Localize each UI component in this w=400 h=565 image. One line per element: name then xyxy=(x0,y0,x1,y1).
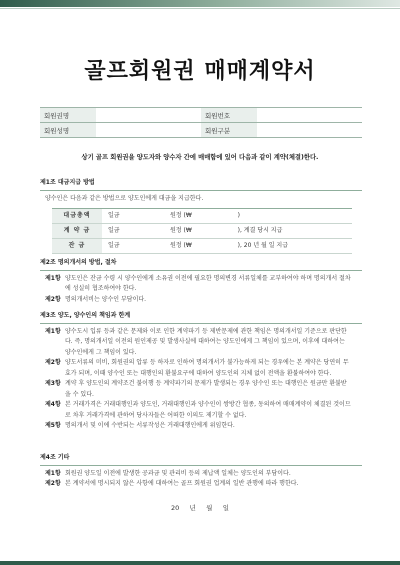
payment-label: 대금총액 xyxy=(52,209,102,224)
clause-number: 제1항 xyxy=(45,469,61,477)
article-4-title: 제4조 기타 xyxy=(40,453,362,466)
article-2 xyxy=(40,258,362,305)
clause-text: 계약 후 양도인의 계약조건 불이행 등 계약파기의 문제가 발생되는 경우 양수인 또는 대행인은 원금만 환불받을 수 있다. xyxy=(65,380,347,398)
clause xyxy=(40,479,362,490)
clause-number: 제4항 xyxy=(45,401,61,408)
member-type-label: 회원구분 xyxy=(201,123,257,138)
payment-table xyxy=(52,208,352,254)
document-title: 골프회원권 매매계약서 xyxy=(84,59,316,84)
payment-won xyxy=(164,209,352,224)
article-3-title: 제3조 양도, 양수인의 책임과 한계 xyxy=(40,311,362,324)
clause-number: 제1항 xyxy=(45,327,61,335)
membership-name-value xyxy=(96,108,201,123)
payment-close-text: ), 계결 당시 지급 xyxy=(237,226,283,234)
clause-number: 제1항 xyxy=(45,274,61,282)
contract-date: 20 년 월 일 xyxy=(170,504,230,512)
payment-won-text: 원정 (₩ xyxy=(170,211,192,219)
clause-text: 본 계약서에 명시되지 않은 사항에 대하여는 골프 회원권 업계의 일반 관행에 따라 행한다. xyxy=(65,480,299,487)
clause-text: 양도서류의 미비, 회원권의 압류 등 하자로 인하여 명의개서가 불가능하게 되는 경우에는 본 계약은 당연히 무효가 되며, 이때 양수인 또는 대행인의 환불요구에 대하여 양도인의 지체 없이 전액을 환불하여야 한다. xyxy=(65,359,349,377)
payment-row-balance xyxy=(52,239,352,254)
clause xyxy=(40,469,362,480)
clause-number: 제2항 xyxy=(45,480,61,487)
article-1-title: 제1조 대금지급 방법 xyxy=(40,178,362,191)
clause-text: 양도인은 잔금 수령 시 양수인에게 소유권 이전에 필요한 명의변경 서류일체를 교부하여야 하며 명의개서 절차에 성실히 협조하여야 한다. xyxy=(65,274,351,292)
payment-label: 계 약 금 xyxy=(52,224,102,239)
article-1-text: 양수인은 다음과 같은 방법으로 양도인에게 대금을 지급한다. xyxy=(45,194,204,202)
payment-close-text: ), 20 년 월 일 지급 xyxy=(237,241,289,249)
header-bar xyxy=(0,0,400,7)
membership-name-label: 회원권명 xyxy=(40,108,96,123)
member-name-value xyxy=(96,123,201,138)
clause-number: 제3항 xyxy=(45,380,61,387)
header-divider xyxy=(0,8,400,9)
clause-number: 제2항 xyxy=(45,359,61,366)
clause-text: 명의개서 및 이에 수반되는 서류작성은 거래대행인에게 위임한다. xyxy=(65,422,235,429)
membership-info-table xyxy=(40,107,362,138)
clause-number: 제2항 xyxy=(45,295,61,303)
payment-amount: 일금 xyxy=(102,224,164,239)
clause-text: 회원권 양도일 이전에 발생한 공과금 및 관리비 등의 제납액 일체는 양도인의 부담이다. xyxy=(65,469,291,477)
clause-text: 명의개서비는 양수인 부담이다. xyxy=(65,295,147,303)
payment-row-total xyxy=(52,209,352,224)
payment-won-text: 원정 (₩ xyxy=(170,241,192,249)
membership-number-value xyxy=(257,108,362,123)
membership-number-label: 회원번호 xyxy=(201,108,257,123)
payment-label: 잔 금 xyxy=(52,239,102,254)
clause xyxy=(40,327,362,359)
clause xyxy=(40,379,362,400)
clause-text: 양수도시 입류 등과 같은 문제와 이로 인한 계약파기 등 제반문제에 관한 책임은 명의개서일 기준으로 판단한다. 즉, 명의개서일 이전의 원인제공 및 발생사실에 대하여는 양도인에게 그 책임이 있으며, 이후에 대하여는 양수인에게 그 책임이 있다. xyxy=(65,327,347,356)
article-4 xyxy=(40,453,362,490)
payment-won xyxy=(164,239,352,254)
clause xyxy=(40,358,362,379)
payment-close-text: ) xyxy=(237,211,240,219)
article-3 xyxy=(40,311,362,432)
clause-number: 제5항 xyxy=(45,422,61,429)
payment-won xyxy=(164,224,352,239)
clause xyxy=(40,400,362,421)
payment-amount: 일금 xyxy=(102,239,164,254)
intro-statement: 상기 골프 회원권을 양도자와 양수자 간에 매매함에 있어 다음과 같이 계약(체결)한다. xyxy=(81,154,319,161)
clause xyxy=(40,274,362,295)
article-2-title: 제2조 명의개서의 방법, 절차 xyxy=(40,258,362,271)
footer-bar xyxy=(0,561,400,565)
payment-won-text: 원정 (₩ xyxy=(170,226,192,234)
clause-text: 본 거래가격은 거래대행인과 양도인, 거래대행인과 양수인이 쌍방간 협종, 동의하여 매매계약이 체결된 것이므로 차후 거래가격에 관하여 당사자들은 어떠한 이의도 제기할 수 없다. xyxy=(65,401,351,419)
payment-row-deposit xyxy=(52,224,352,239)
article-1 xyxy=(40,178,362,258)
member-type-value xyxy=(257,123,362,138)
clause xyxy=(40,295,362,306)
member-name-label: 회원성명 xyxy=(40,123,96,138)
payment-amount: 일금 xyxy=(102,209,164,224)
clause xyxy=(40,421,362,432)
